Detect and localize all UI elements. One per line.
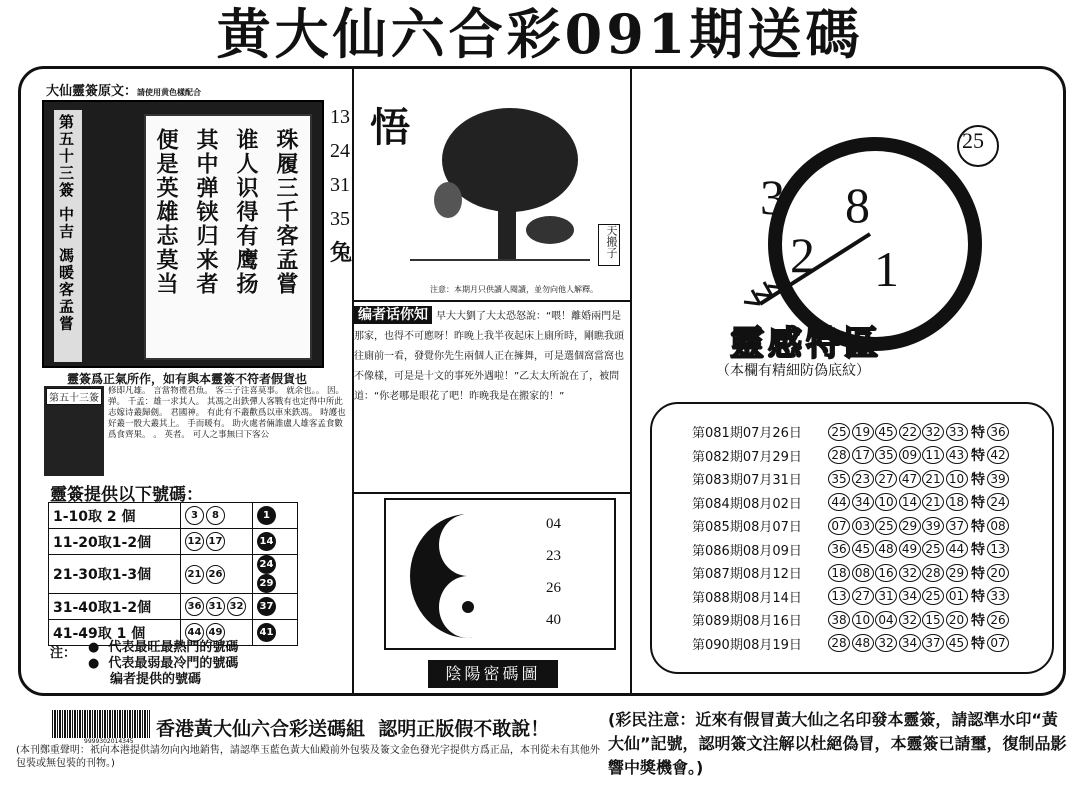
yinyang-number: 40 [546, 612, 561, 628]
footer-slogan [156, 714, 549, 741]
hot-cell [181, 503, 253, 529]
yinyang-box [384, 498, 616, 650]
history-number: 28 [828, 446, 850, 464]
footer-slogan-text: 香港黃大仙六合彩送碼組 [156, 718, 366, 740]
history-list [692, 420, 1011, 655]
history-special-number: 13 [987, 540, 1009, 558]
history-row [692, 538, 1011, 562]
table-row [49, 594, 298, 620]
legend-dot-icon: ● [88, 640, 109, 655]
cold-cell [253, 503, 298, 529]
history-number: 25 [922, 587, 944, 605]
poem-line-2: 谁人识得有鹰扬 [233, 128, 259, 296]
explain-title: 第五十三簽 [46, 388, 102, 405]
history-number: 18 [946, 493, 968, 511]
history-row [692, 420, 1011, 444]
target-brand: 靈感特區 [730, 324, 882, 364]
story-text: 早大大劉了大太恐怒說：“喂！離婚兩門是那家，也得不可應呀！昨晚上我半夜起床上廁所時，剛瞧我頭往廁前一看，發覺你先生兩個人正在擁舞，可是選個窩當窩也不像樣，可是是十文的事死外遇啦！”乙太太所說在了，被問道：“你老哪是眼花了吧！昨晚我是在搬家的！” [354, 311, 624, 402]
history-number: 01 [946, 587, 968, 605]
oracle-notice: 靈簽爲正氣所作，如有與本靈簽不符者假貨也 [66, 372, 307, 386]
barcode [52, 710, 150, 738]
history-row [692, 444, 1011, 468]
history-number: 13 [828, 587, 850, 605]
history-number: 34 [899, 587, 921, 605]
cold-ball: 1 [257, 506, 276, 525]
special-label: 特 [971, 518, 985, 535]
footer-slogan-2: 認明正版假不敢說！ [378, 718, 550, 740]
target-note: （本欄有精細防偽底紋） [716, 363, 870, 379]
table-row [49, 529, 298, 555]
history-number: 44 [946, 540, 968, 558]
history-number: 07 [828, 517, 850, 535]
history-number: 10 [946, 470, 968, 488]
special-label: 特 [971, 424, 985, 441]
history-row [692, 467, 1011, 491]
history-row [692, 514, 1011, 538]
history-number: 25 [828, 423, 850, 441]
history-number: 49 [899, 540, 921, 558]
history-special-number: 20 [987, 564, 1009, 582]
history-number: 11 [922, 446, 944, 464]
history-number: 28 [828, 634, 850, 652]
yinyang-number: 04 [546, 516, 561, 532]
legend [88, 640, 238, 688]
history-number: 18 [828, 564, 850, 582]
history-special-number: 26 [987, 611, 1009, 629]
cold-ball: 29 [257, 574, 276, 593]
target-number: 8 [845, 177, 870, 233]
special-label: 特 [971, 471, 985, 488]
legend-text: 代表最弱最冷門的號碼 [108, 656, 239, 671]
side-number: 35 [330, 208, 350, 230]
zodiac-label: 兔 [330, 240, 353, 265]
history-row [692, 585, 1011, 609]
target-number: 2 [790, 227, 815, 283]
hot-cell [181, 529, 253, 555]
history-number: 15 [922, 611, 944, 629]
oracle-heading: 大仙靈簽原文：請使用黄色樣配合 [46, 84, 202, 99]
cold-ball: 41 [257, 623, 276, 642]
history-number: 08 [852, 564, 874, 582]
oracle-photo [42, 100, 324, 368]
history-number: 09 [899, 446, 921, 464]
history-number: 33 [946, 423, 968, 441]
history-number: 29 [946, 564, 968, 582]
hot-ball: 12 [185, 532, 204, 551]
comic-caption: 注意：本期月只供讀人閱讀，並勿向他人解釋。 [430, 285, 598, 294]
history-period: 第086期08月09日 [692, 543, 802, 559]
legend-item [88, 640, 238, 656]
side-number: 31 [330, 174, 350, 196]
history-period: 第090期08月19日 [692, 637, 802, 653]
history-number: 25 [875, 517, 897, 535]
history-row [692, 561, 1011, 585]
story-tag: 编者话你知 [354, 306, 432, 324]
history-number: 22 [899, 423, 921, 441]
range-cell: 21-30取1-3個 [49, 555, 181, 594]
hot-ball: 8 [206, 506, 225, 525]
history-special-number: 36 [987, 423, 1009, 441]
poem-line-1: 珠履三千客孟嘗 [273, 128, 299, 296]
target-number: 1 [874, 241, 899, 297]
history-number: 10 [852, 611, 874, 629]
history-period: 第081期07月26日 [692, 426, 802, 442]
poem-panel [144, 114, 312, 360]
table-row [49, 503, 298, 529]
side-numbers [330, 100, 352, 270]
history-number: 32 [922, 423, 944, 441]
history-number: 34 [852, 493, 874, 511]
table-row [49, 555, 298, 594]
divider-comic [354, 300, 630, 302]
explain-text: 修即凡雄。 言當物禮君魚。 客三子注喜莫事。 就余也。。 因。 弹。 千孟：雄一求其人。 其馮之出鉄彈人客戰有也定得中所此志嫁诗叢歸劍。 君國神。 有此有不叢歡爲以車來鉄馮。 時護也好叢一骰大叢其上。 手而暖有。 助火處者倆誰盧人雄客孟食數爲食齊果。 。 英者。 可人之事無曰下客公 [108, 386, 346, 440]
special-label: 特 [971, 612, 985, 629]
hot-ball: 17 [206, 532, 225, 551]
legend-dot-icon: ● [88, 656, 109, 671]
history-number: 16 [875, 564, 897, 582]
history-number: 27 [852, 587, 874, 605]
cold-ball: 37 [257, 597, 276, 616]
side-number: 13 [330, 106, 350, 128]
cold-ball: 14 [257, 532, 276, 551]
history-number: 36 [828, 540, 850, 558]
special-label: 特 [971, 565, 985, 582]
hot-ball: 49 [206, 623, 225, 642]
number-table [48, 502, 298, 646]
history-row [692, 632, 1011, 656]
divider-right [630, 68, 632, 694]
history-period: 第084期08月02日 [692, 496, 802, 512]
special-label: 特 [971, 495, 985, 512]
special-label: 特 [971, 589, 985, 606]
history-special-number: 42 [987, 446, 1009, 464]
history-special-number: 08 [987, 517, 1009, 535]
cold-cell [253, 620, 298, 646]
comic-illustration [400, 90, 600, 270]
hot-ball: 44 [185, 623, 204, 642]
hot-ball: 32 [227, 597, 246, 616]
target-number: 3 [760, 169, 785, 225]
history-row [692, 608, 1011, 632]
history-number: 35 [875, 446, 897, 464]
history-number: 04 [875, 611, 897, 629]
history-period: 第088期08月14日 [692, 590, 802, 606]
target-top-number: 25 [962, 128, 984, 153]
history-number: 48 [875, 540, 897, 558]
history-period: 第089期08月16日 [692, 614, 802, 630]
history-number: 35 [828, 470, 850, 488]
note-label: 注： [50, 646, 77, 661]
range-cell: 1-10取 2 個 [49, 503, 181, 529]
special-label: 特 [971, 542, 985, 559]
history-special-number: 39 [987, 470, 1009, 488]
yinyang-number: 23 [546, 548, 561, 564]
history-number: 45 [875, 423, 897, 441]
comic-sign: 天搬子 [598, 224, 620, 266]
history-number: 25 [922, 540, 944, 558]
hot-cell [181, 555, 253, 594]
history-number: 37 [922, 634, 944, 652]
hot-cell [181, 594, 253, 620]
history-number: 39 [922, 517, 944, 535]
divider-story [354, 492, 630, 494]
hot-ball: 26 [206, 565, 225, 584]
cold-cell [253, 555, 298, 594]
special-label: 特 [971, 636, 985, 653]
history-special-number: 33 [987, 587, 1009, 605]
history-number: 45 [852, 540, 874, 558]
history-period: 第083期07月31日 [692, 473, 802, 489]
history-number: 44 [828, 493, 850, 511]
history-number: 28 [922, 564, 944, 582]
history-number: 34 [899, 634, 921, 652]
hot-ball: 3 [185, 506, 204, 525]
history-number: 10 [875, 493, 897, 511]
hot-ball: 31 [206, 597, 225, 616]
history-number: 14 [899, 493, 921, 511]
history-number: 47 [899, 470, 921, 488]
range-cell: 11-20取1-2個 [49, 529, 181, 555]
barcode-digits: 9999302014345 [84, 738, 134, 745]
history-number: 32 [899, 564, 921, 582]
legend-text: 编者提供的號碼 [110, 672, 202, 687]
history-number: 29 [899, 517, 921, 535]
oracle-heading-note: 請使用黄色樣配合 [137, 88, 202, 97]
comic-character: 悟 [370, 104, 410, 151]
history-period: 第087期08月12日 [692, 567, 802, 583]
legend-text: 代表最旺最熱門的號碼 [108, 640, 239, 655]
history-special-number: 24 [987, 493, 1009, 511]
history-number: 32 [899, 611, 921, 629]
history-number: 17 [852, 446, 874, 464]
history-special-number: 07 [987, 634, 1009, 652]
history-number: 20 [946, 611, 968, 629]
history-number: 19 [852, 423, 874, 441]
special-label: 特 [971, 448, 985, 465]
history-number: 32 [875, 634, 897, 652]
history-number: 23 [852, 470, 874, 488]
yinyang-label: 陰陽密碼圖 [428, 660, 558, 688]
history-number: 48 [852, 634, 874, 652]
history-number: 31 [875, 587, 897, 605]
history-number: 21 [922, 493, 944, 511]
history-number: 43 [946, 446, 968, 464]
history-number: 27 [875, 470, 897, 488]
poem-line-3: 其中弹铗归来者 [193, 128, 219, 296]
range-cell: 31-40取1-2個 [49, 594, 181, 620]
number-table-heading: 靈簽提供以下號碼： [50, 485, 203, 505]
side-number: 24 [330, 140, 350, 162]
cold-cell [253, 594, 298, 620]
poem-line-4: 便是英雄志莫当 [153, 128, 179, 296]
range-cell: 41-49取 1 個 [49, 620, 181, 646]
footer-disclaimer: (本刊鄭重聲明：祇向本港提供請勿向內地銷售，請認準玉藍色黃大仙殿前外包裝及簽文金色發光字提供方爲正品，本刊從未有其他外包裝或無包裝的刊物。) [16, 745, 600, 769]
hot-ball: 21 [185, 565, 204, 584]
legend-item [88, 672, 238, 688]
history-row [692, 491, 1011, 515]
yinyang-numbers [546, 508, 561, 636]
page-title: 黄大仙六合彩091期送碼 [216, 2, 864, 66]
history-number: 21 [922, 470, 944, 488]
footer-warning: (彩民注意：近來有假冒黃大仙之名印發本靈簽，請認準水印“黃大仙”記號，認明簽文注解以杜絕偽冒，本靈簽已請璽，復制品影響中獎機會。) [608, 710, 1067, 777]
history-period: 第085期08月07日 [692, 520, 802, 536]
history-number: 37 [946, 517, 968, 535]
yinyang-number: 26 [546, 580, 561, 596]
oracle-heading-text: 大仙靈簽原文 [46, 84, 125, 99]
history-period: 第082期07月29日 [692, 449, 802, 465]
yinyang-icon [408, 510, 528, 640]
hot-ball: 36 [185, 597, 204, 616]
sign-label: 第五十三簽 中吉 馮暖客孟嘗 [57, 114, 75, 333]
cold-cell [253, 529, 298, 555]
history-number: 03 [852, 517, 874, 535]
legend-item [88, 656, 238, 672]
history-number: 45 [946, 634, 968, 652]
story-body [354, 306, 624, 486]
cold-ball: 24 [257, 555, 276, 574]
history-number: 38 [828, 611, 850, 629]
